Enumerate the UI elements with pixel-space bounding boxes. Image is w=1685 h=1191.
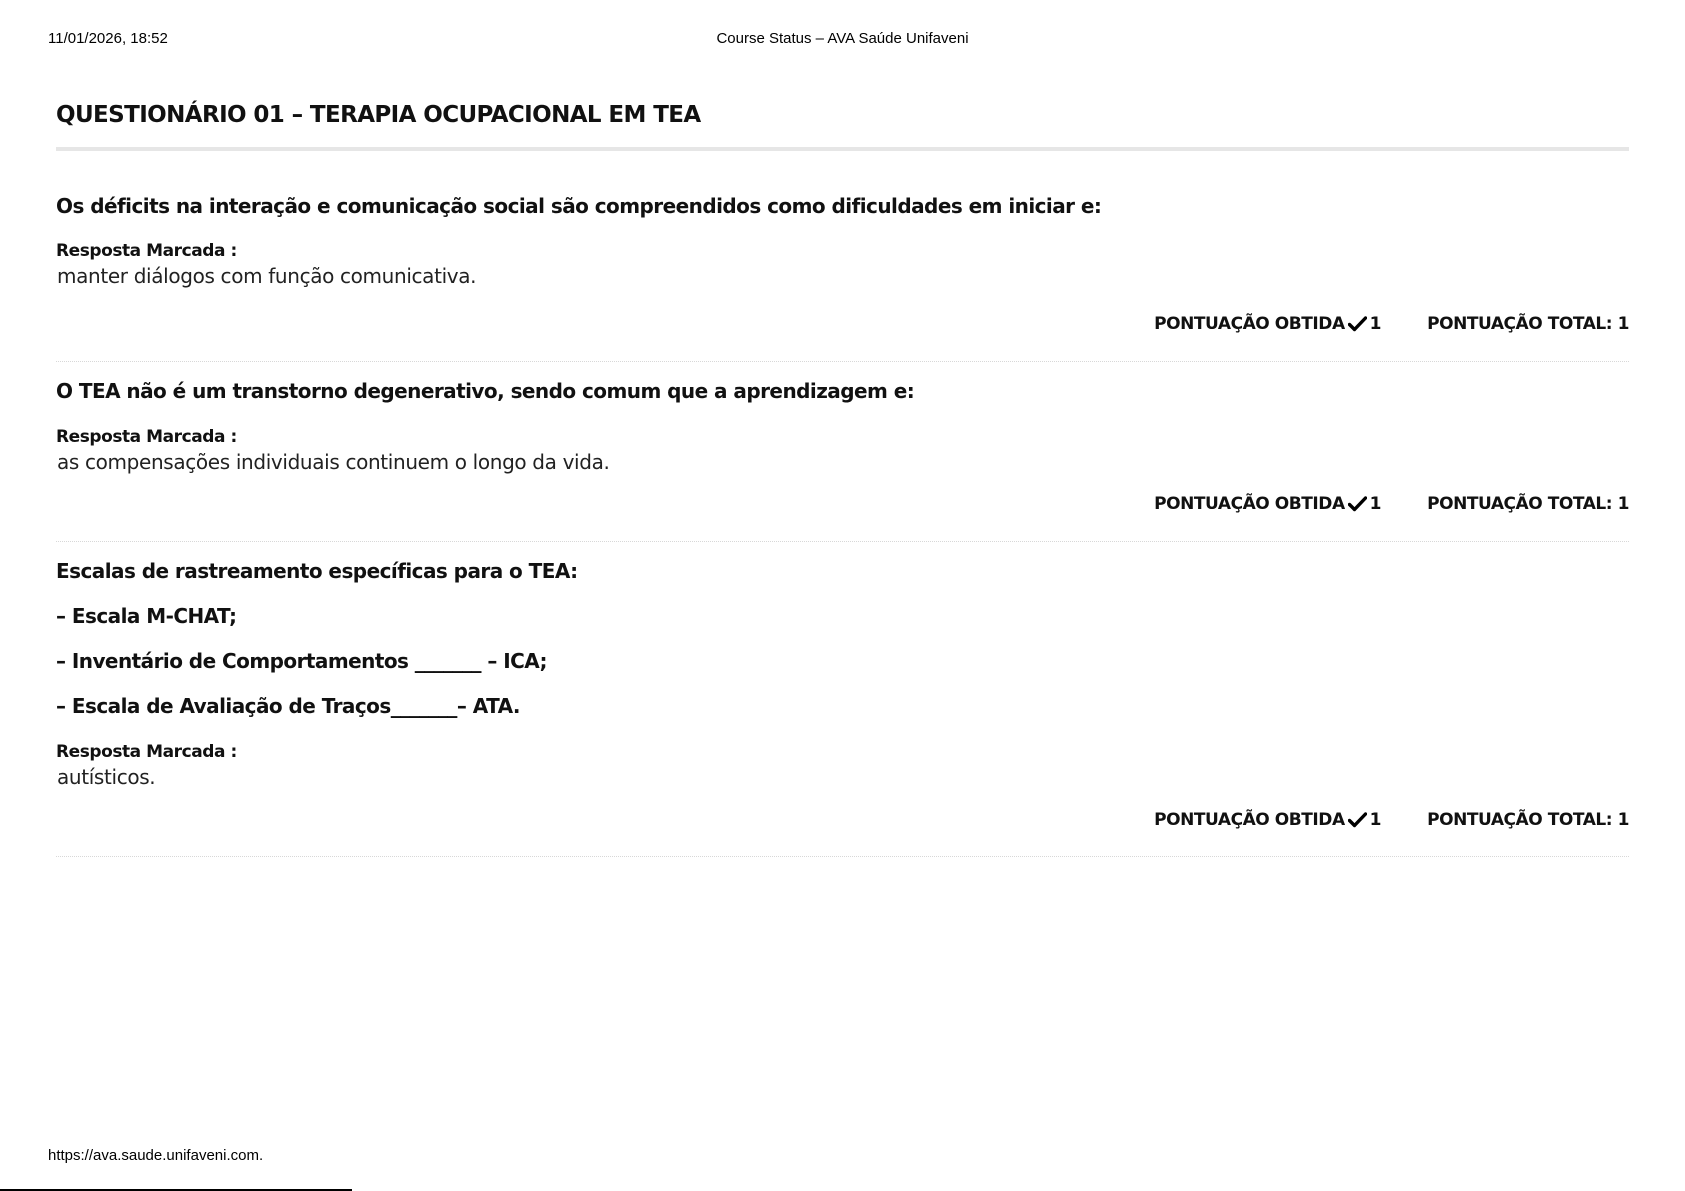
score-obtained-value: 1: [1369, 314, 1382, 334]
question-2-text: O TEA não é um transtorno degenerativo, sendo comum que a aprendizagem e:: [56, 379, 915, 403]
question-2-answer-label: Resposta Marcada :: [56, 427, 237, 447]
question-2-score-obtained: [1154, 494, 1381, 514]
question-3-score-total: PONTUAÇÃO TOTAL: 1: [1427, 810, 1629, 830]
question-3-score: [1154, 810, 1629, 830]
print-footer-url: https://ava.saude.unifaveni.com.: [48, 1147, 264, 1164]
question-3-text-line: – Inventário de Comportamentos _______ – ICA;: [56, 649, 547, 673]
question-3-answer-label: Resposta Marcada :: [56, 742, 237, 762]
check-icon: [1348, 812, 1367, 828]
question-1-answer: manter diálogos com função comunicativa.: [57, 264, 477, 288]
print-page-title: Course Status – AVA Saúde Unifaveni: [716, 30, 969, 47]
quiz-results: [56, 94, 1629, 857]
question-3-answer: autísticos.: [57, 765, 156, 789]
score-obtained-label: PONTUAÇÃO OBTIDA: [1154, 494, 1345, 514]
question-1-score-total: PONTUAÇÃO TOTAL: 1: [1427, 314, 1629, 334]
score-obtained-value: 1: [1369, 494, 1382, 514]
question-3-text-line: – Escala M-CHAT;: [56, 604, 237, 628]
check-icon: [1348, 316, 1367, 332]
question-1-text: Os déficits na interação e comunicação social são compreendidos como dificuldades em iniciar e:: [56, 194, 1102, 218]
question-1-score-obtained: [1154, 314, 1381, 334]
check-icon: [1348, 496, 1367, 512]
quiz-title: QUESTIONÁRIO 01 – TERAPIA OCUPACIONAL EM TEA: [56, 94, 1629, 151]
question-3-text-line: – Escala de Avaliação de Traços_______– ATA.: [56, 694, 520, 718]
question-2-answer: as compensações individuais continuem o longo da vida.: [57, 450, 610, 474]
question-2-score: [1154, 494, 1629, 514]
question-2-score-total: PONTUAÇÃO TOTAL: 1: [1427, 494, 1629, 514]
question-3-text-line: Escalas de rastreamento específicas para o TEA:: [56, 559, 578, 583]
question-1-score: [1154, 314, 1629, 334]
print-datetime: 11/01/2026, 18:52: [48, 30, 168, 47]
score-obtained-value: 1: [1369, 810, 1382, 830]
question-2: [56, 362, 1629, 542]
question-1-answer-label: Resposta Marcada :: [56, 241, 237, 261]
question-1: [56, 151, 1629, 362]
question-3-score-obtained: [1154, 810, 1381, 830]
score-obtained-label: PONTUAÇÃO OBTIDA: [1154, 810, 1345, 830]
score-obtained-label: PONTUAÇÃO OBTIDA: [1154, 314, 1345, 334]
question-3: [56, 542, 1629, 857]
